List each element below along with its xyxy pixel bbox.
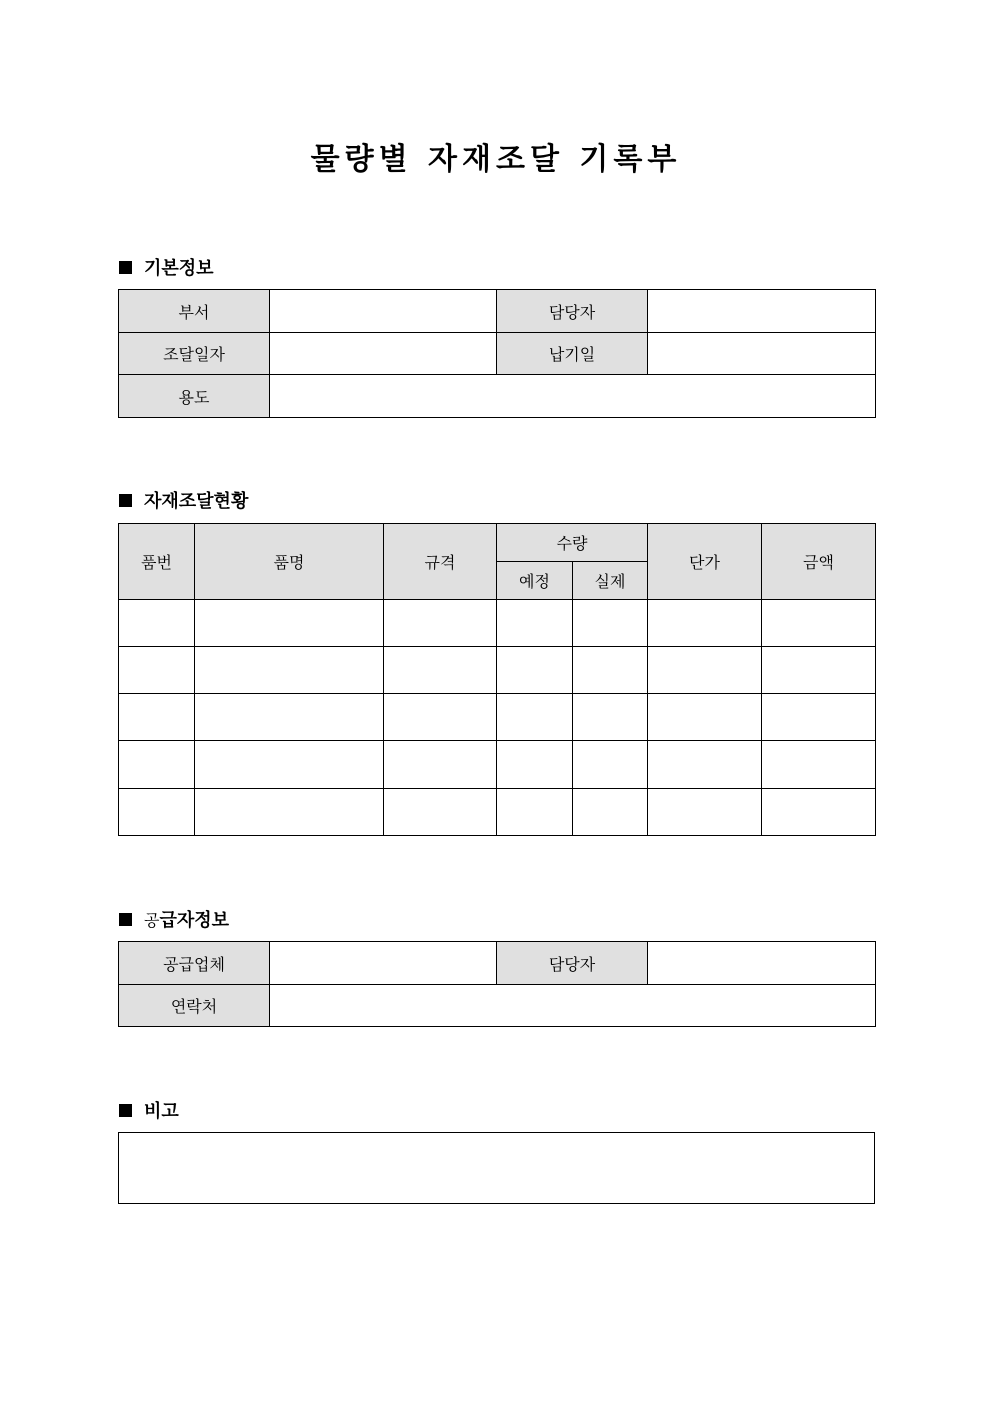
table-cell[interactable]: [648, 647, 762, 694]
col-header-actual: 실제: [573, 562, 648, 600]
table-cell[interactable]: [648, 694, 762, 741]
basic-info-table: [118, 289, 876, 418]
contact-field[interactable]: [270, 985, 876, 1027]
table-cell[interactable]: [762, 694, 876, 741]
table-cell[interactable]: [762, 741, 876, 789]
table-cell[interactable]: [762, 600, 876, 647]
department-label: 부서: [119, 290, 270, 333]
procurement-date-label: 조달일자: [119, 333, 270, 375]
table-cell[interactable]: [497, 694, 573, 741]
procurement-date-field[interactable]: [270, 333, 497, 375]
section-heading-supplier: [119, 906, 229, 932]
table-cell[interactable]: [119, 647, 195, 694]
table-cell[interactable]: [384, 600, 497, 647]
square-bullet-icon: [119, 261, 132, 274]
table-cell[interactable]: [119, 600, 195, 647]
remarks-field[interactable]: [119, 1133, 875, 1204]
table-row: [119, 789, 876, 836]
table-cell[interactable]: [573, 789, 648, 836]
table-cell[interactable]: [119, 741, 195, 789]
section-title: 비고: [144, 1101, 179, 1122]
table-row: [119, 694, 876, 741]
table-cell[interactable]: [384, 694, 497, 741]
col-header-item-no: 품번: [119, 524, 195, 600]
table-row: [119, 600, 876, 647]
section-heading-remarks: [119, 1097, 179, 1123]
table-cell[interactable]: [497, 741, 573, 789]
remarks-table: [118, 1132, 875, 1204]
square-bullet-icon: [119, 1104, 132, 1117]
delivery-date-label: 납기일: [497, 333, 648, 375]
col-header-planned: 예정: [497, 562, 573, 600]
supplier-info-table: [118, 941, 876, 1027]
square-bullet-icon: [119, 913, 132, 926]
col-header-quantity: 수량: [497, 524, 648, 562]
table-cell[interactable]: [119, 789, 195, 836]
table-cell[interactable]: [497, 647, 573, 694]
supplier-manager-label: 담당자: [497, 942, 648, 985]
table-cell[interactable]: [195, 694, 384, 741]
purpose-label: 용도: [119, 375, 270, 418]
table-cell[interactable]: [384, 741, 497, 789]
table-row: [119, 741, 876, 789]
delivery-date-field[interactable]: [648, 333, 876, 375]
table-cell[interactable]: [119, 694, 195, 741]
table-cell[interactable]: [195, 789, 384, 836]
col-header-item-name: 품명: [195, 524, 384, 600]
table-cell[interactable]: [195, 600, 384, 647]
procurement-status-table: [118, 523, 876, 836]
supplier-manager-field[interactable]: [648, 942, 876, 985]
section-title: 급자정보: [159, 910, 230, 931]
table-cell[interactable]: [573, 741, 648, 789]
col-header-spec: 규격: [384, 524, 497, 600]
supplier-company-field[interactable]: [270, 942, 497, 985]
contact-label: 연락처: [119, 985, 270, 1027]
table-cell[interactable]: [762, 789, 876, 836]
table-cell[interactable]: [384, 789, 497, 836]
manager-field[interactable]: [648, 290, 876, 333]
table-cell[interactable]: [195, 741, 384, 789]
supplier-company-label: 공급업체: [119, 942, 270, 985]
manager-label: 담당자: [497, 290, 648, 333]
section-title: 자재조달현황: [144, 491, 249, 512]
table-cell[interactable]: [648, 741, 762, 789]
table-cell[interactable]: [648, 789, 762, 836]
table-cell[interactable]: [195, 647, 384, 694]
section-title-prefix: 공: [144, 910, 160, 930]
table-cell[interactable]: [648, 600, 762, 647]
table-cell[interactable]: [384, 647, 497, 694]
section-title: 기본정보: [144, 258, 214, 279]
table-cell[interactable]: [762, 647, 876, 694]
section-heading-status: [119, 487, 248, 513]
col-header-amount: 금액: [762, 524, 876, 600]
col-header-unit-price: 단가: [648, 524, 762, 600]
table-cell[interactable]: [497, 789, 573, 836]
table-cell[interactable]: [573, 600, 648, 647]
department-field[interactable]: [270, 290, 497, 333]
table-cell[interactable]: [573, 694, 648, 741]
page-title: 물량별 자재조달 기록부: [310, 142, 682, 177]
square-bullet-icon: [119, 494, 132, 507]
table-cell[interactable]: [573, 647, 648, 694]
purpose-field[interactable]: [270, 375, 876, 418]
table-cell[interactable]: [497, 600, 573, 647]
table-row: [119, 647, 876, 694]
section-heading-basic: [119, 254, 214, 280]
